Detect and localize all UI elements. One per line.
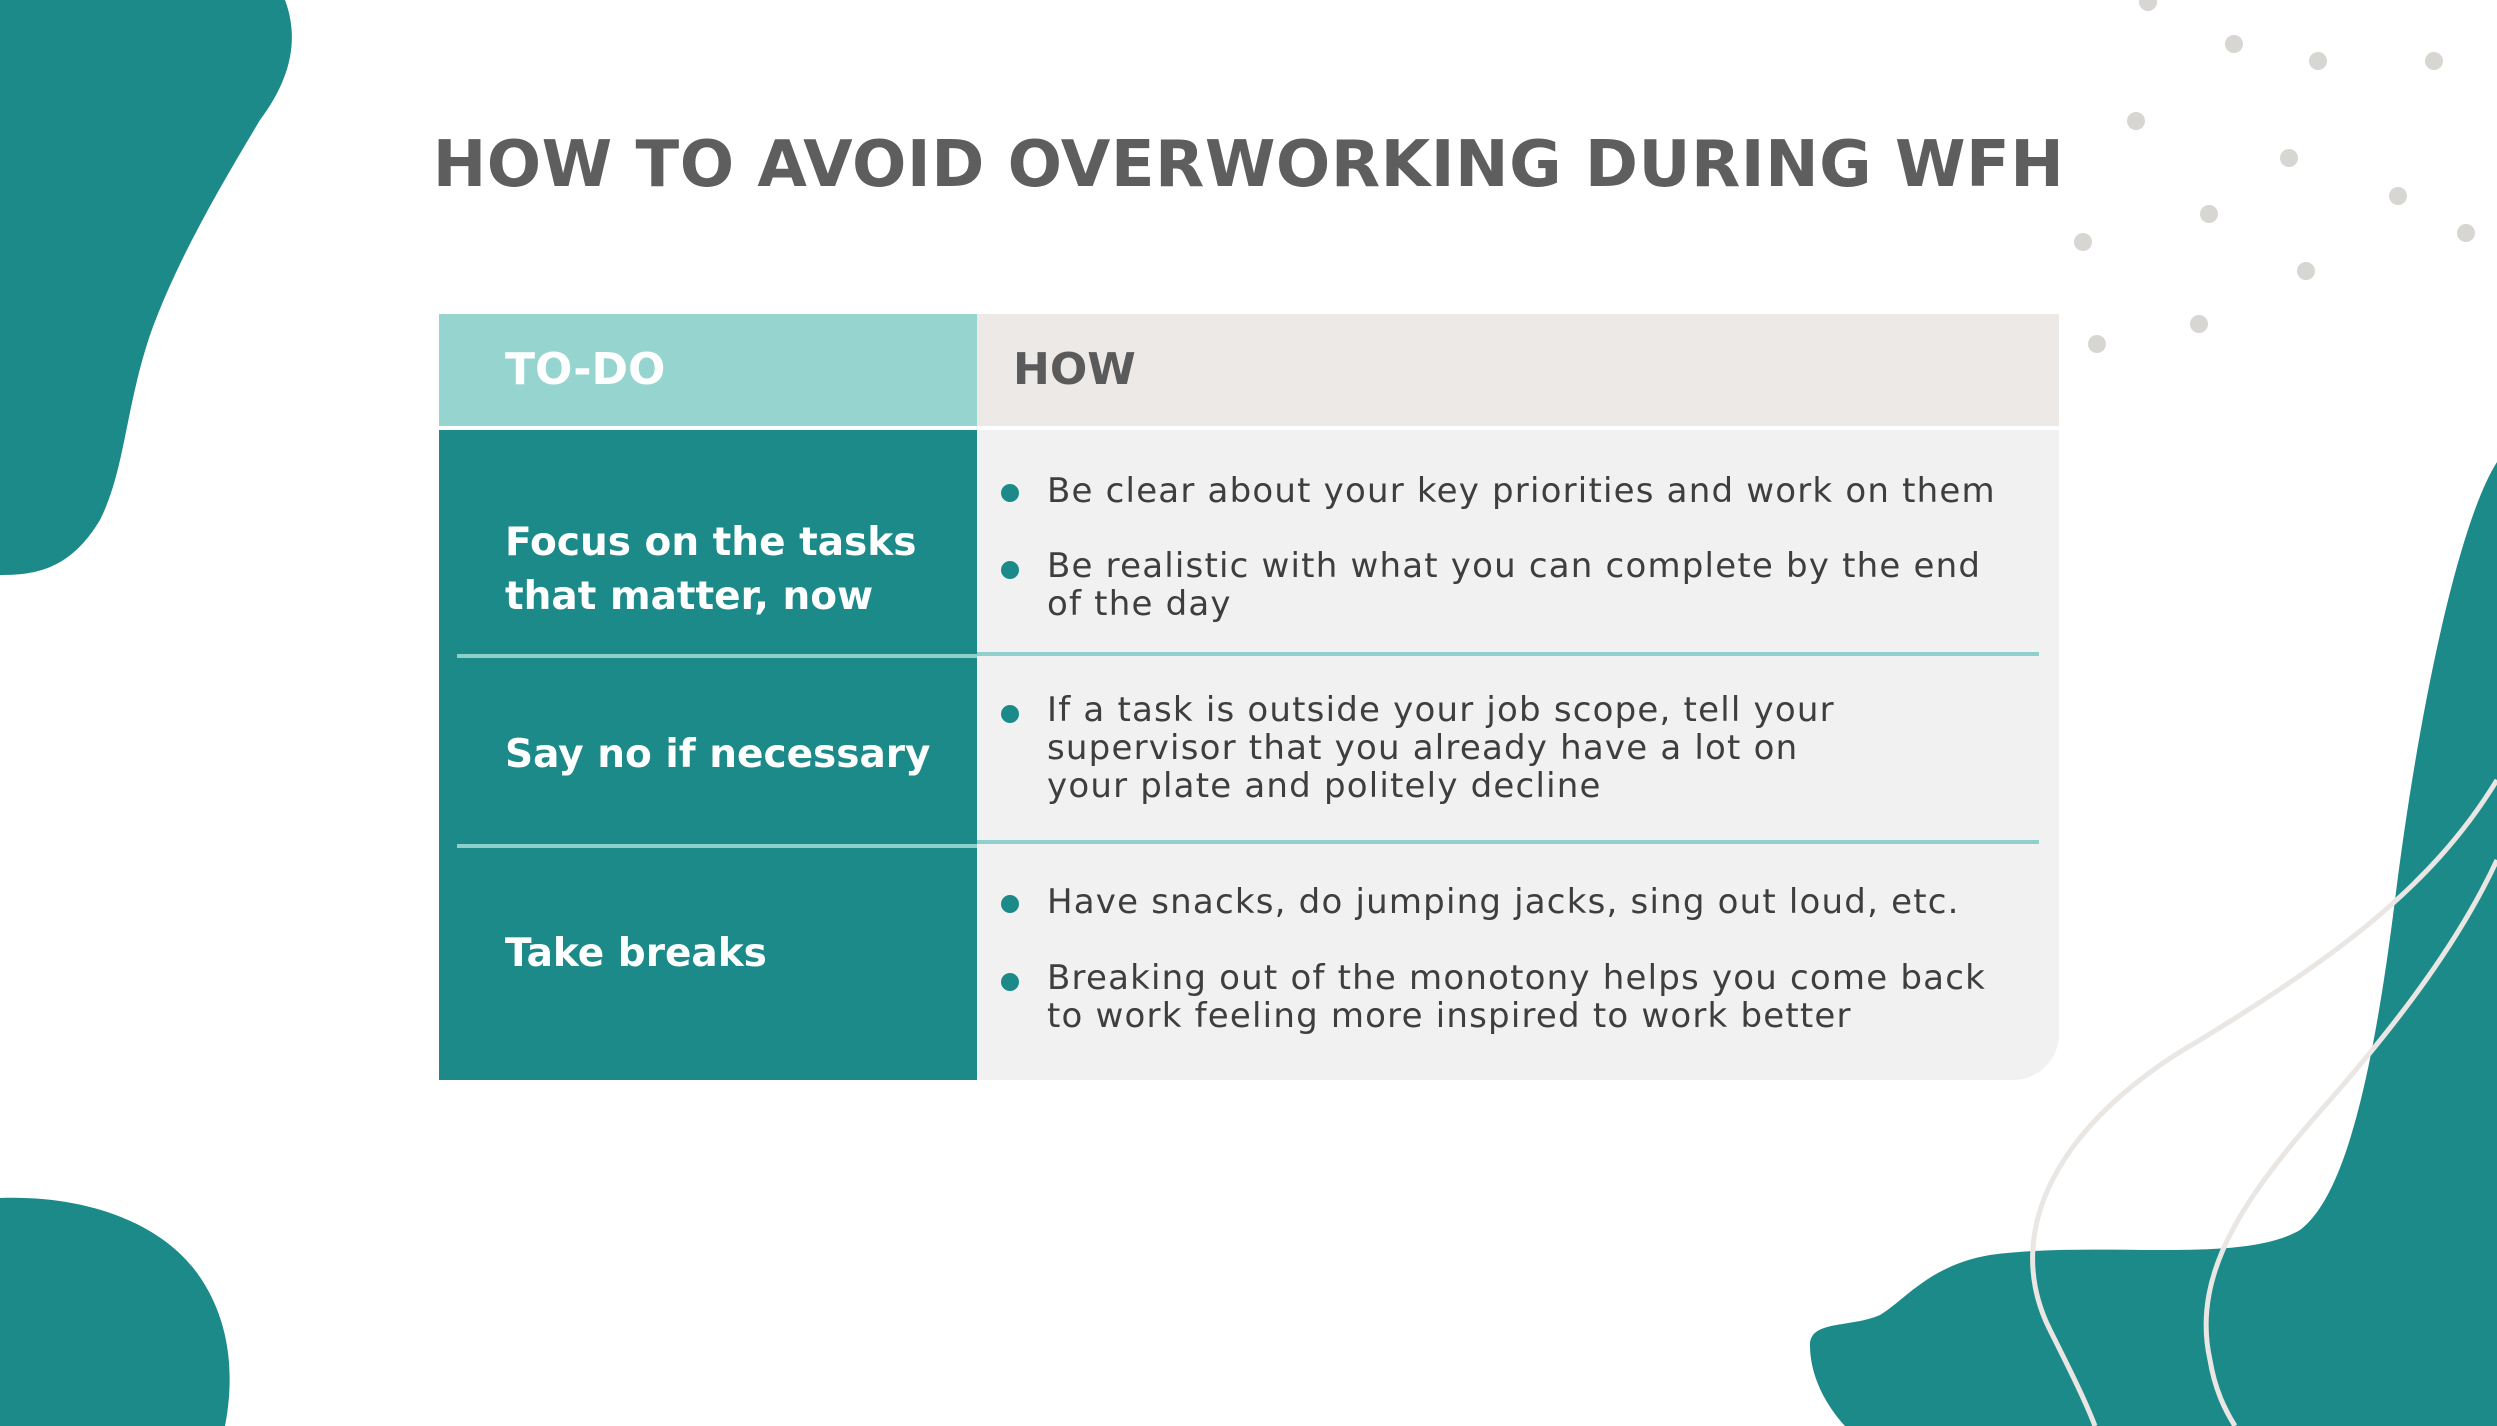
todo-row-1-label: Focus on the tasks that matter, now (505, 520, 917, 619)
how-header (977, 314, 2059, 426)
todo-header (439, 314, 977, 426)
bullet-dot (1001, 705, 1019, 723)
row-separator (457, 844, 977, 848)
how-row-1-bullet-2: Be realistic with what you can complete by the end of the day (1047, 546, 1982, 624)
row-separator (977, 840, 2039, 844)
bullet-dot (1001, 973, 1019, 991)
how-row-1-bullet-1: Be clear about your key priorities and work on them (1047, 471, 1996, 511)
how-row-3-bullet-1: Have snacks, do jumping jacks, sing out loud, etc. (1047, 882, 1960, 922)
top-left-blob (0, 0, 292, 575)
how-row-2-bullet-1: If a task is outside your job scope, tell your supervisor that you already have a lot on your plate and politely decline (1047, 690, 1835, 806)
how-row-3-bullet-2: Breaking out of the monotony helps you come back to work feeling more inspired to work better (1047, 958, 1986, 1036)
todo-how-table (439, 314, 2059, 1080)
how-header-label: HOW (1013, 344, 1136, 395)
todo-header-label: TO-DO (505, 344, 666, 395)
row-separator (457, 654, 977, 658)
page-title: HOW TO AVOID OVERWORKING DURING WFH (432, 128, 2065, 202)
todo-row-2-label: Say no if necessary (505, 732, 931, 777)
bullet-dot (1001, 561, 1019, 579)
bullet-dot (1001, 895, 1019, 913)
row-separator (977, 652, 2039, 656)
todo-column (439, 314, 977, 1080)
how-column (977, 314, 2059, 1080)
bullet-dot (1001, 484, 1019, 502)
todo-row-3-label: Take breaks (505, 931, 767, 976)
bottom-left-blob (0, 1198, 230, 1426)
